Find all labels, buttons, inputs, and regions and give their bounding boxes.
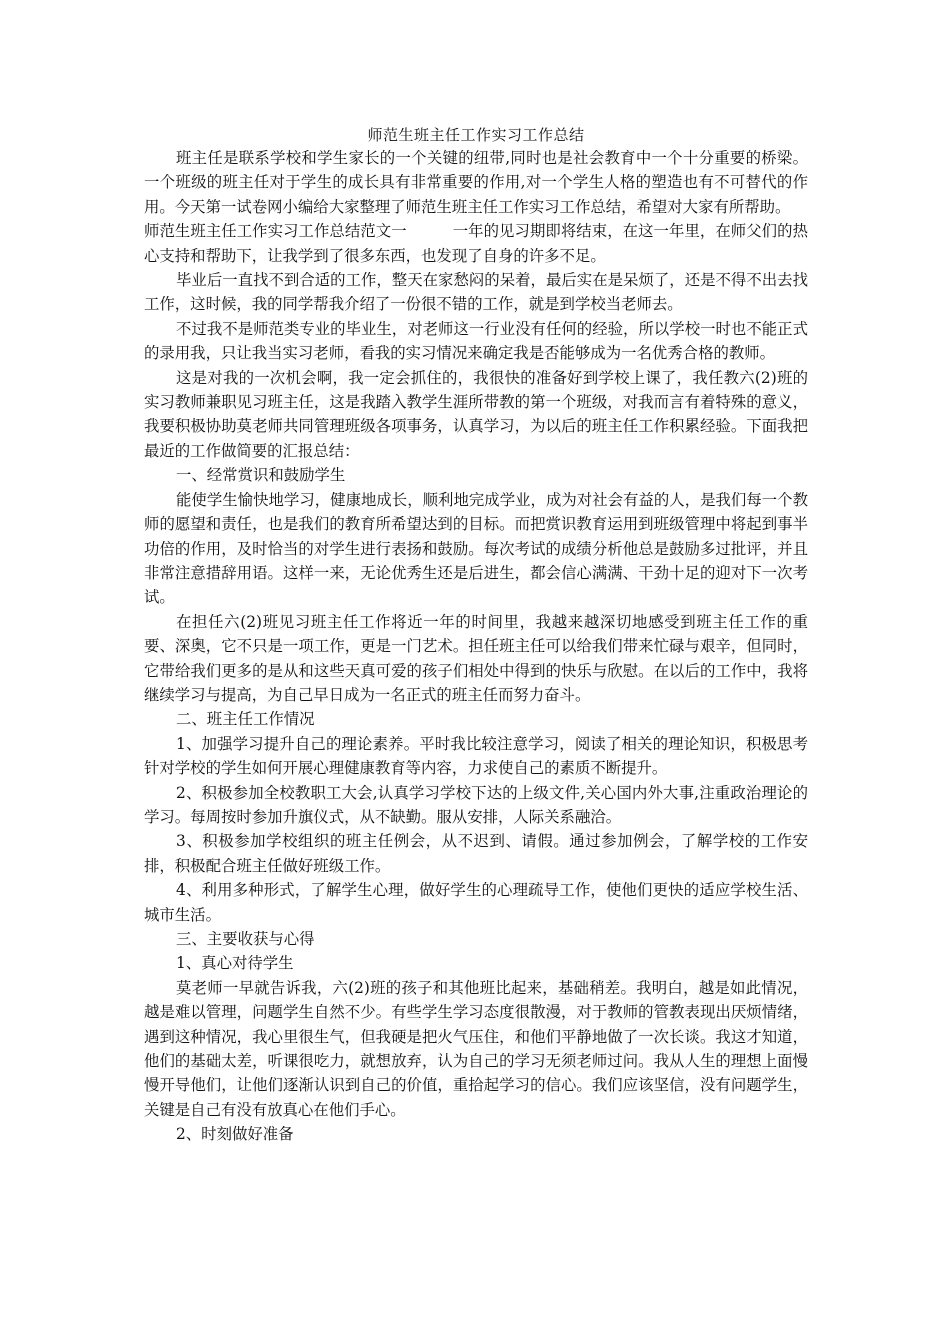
paragraph-7: 2、积极参加全校教职工大会,认真学习学校下达的上级文件,关心国内外大事,注重政治理论的学习。每周按时参加升旗仪式，从不缺勤。服从安排，人际关系融洽。 <box>144 783 808 826</box>
paragraph-6: 1、加强学习提升自己的理论素养。平时我比较注意学习，阅读了相关的理论知识，积极思考针对学校的学生如何开展心理健康教育等内容，力求使自己的素质不断提升。 <box>144 734 808 778</box>
subheading-3-1: 1、真心对待学生 <box>176 954 294 973</box>
paragraph-4: 能使学生愉快地学习，健康地成长，顺利地完成学业，成为对社会有益的人，是我们每一个教师的愿望和责任，也是我们的教育所希望达到的目标。而把赏识教育运用到班级管理中将起到事半功倍的作用，及时恰当的对学生进行表扬和鼓励。每次考试的成绩分析他总是鼓励多过批评，并且非常注意措辞用语。这样一来，无论优秀生还是后进生，都会信心满满、干劲十足的迎对下一次考试。 <box>144 490 808 607</box>
paragraph-8: 3、积极参加学校组织的班主任例会，从不迟到、请假。通过参加例会，了解学校的工作安排，积极配合班主任做好班级工作。 <box>144 832 808 875</box>
section-heading-1: 一、经常赏识和鼓励学生 <box>176 466 346 485</box>
section-heading-3: 三、主要收获与心得 <box>176 930 315 948</box>
section-heading-2: 二、班主任工作情况 <box>176 710 315 729</box>
paragraph-1: 毕业后一直找不到合适的工作，整天在家愁闷的呆着，最后实在是呆烦了，还是不得不出去找工作，这时候，我的同学帮我介绍了一份很不错的工作，就是到学校当老师去。 <box>144 271 808 314</box>
paragraph-2: 不过我不是师范类专业的毕业生，对老师这一行业没有任何的经验，所以学校一时也不能正式的录用我，只让我当实习老师，看我的实习情况来确定我是否能够成为一名优秀合格的教师。 <box>144 319 808 363</box>
intro-paragraph: 班主任是联系学校和学生家长的一个关键的纽带,同时也是社会教育中一个十分重要的桥梁。一个班级的班主任对于学生的成长具有非常重要的作用,对一个学生人格的塑造也有不可替代的作用。今天第一试卷网小编给大家整理了师范生班主任工作实习工作总结，希望对大家有所帮助。 <box>144 149 808 216</box>
sample-paragraph <box>144 219 808 268</box>
paragraph-10: 莫老师一早就告诉我，六(2)班的孩子和其他班比起来，基础稍差。我明白，越是如此情况，越是难以管理，问题学生自然不少。有些学生学习态度很散漫，对于教师的管教表现出厌烦情绪，遇到这种情况，我心里很生气，但我硬是把火气压住，和他们平静地做了一次长谈。我这才知道，他们的基础太差，听课很吃力，就想放弃，认为自己的学习无须老师过问。我从人生的理想上面慢慢开导他们，让他们逐渐认识到自己的价值，重拾起学习的信心。我们应该坚信，没有问题学生，关键是自己有没有放真心在他们手心。 <box>144 978 808 1119</box>
paragraph-9: 4、利用多种形式，了解学生心理，做好学生的心理疏导工作，使他们更快的适应学校生活、城市生活。 <box>144 881 808 924</box>
document-page <box>144 124 808 1147</box>
paragraph-5: 在担任六(2)班见习班主任工作将近一年的时间里，我越来越深切地感受到班主任工作的重要、深奥，它不只是一项工作，更是一门艺术。担任班主任可以给我们带来忙碌与艰辛，但同时，它带给我们更多的是从和这些天真可爱的孩子们相处中得到的快乐与欣慰。在以后的工作中，我将继续学习与提高，为自己早日成为一名正式的班主任而努力奋斗。 <box>144 612 808 704</box>
document-title: 师范生班主任工作实习工作总结 <box>367 126 585 144</box>
sample-text: 一年的见习期即将结束，在这一年里，在师父们的热心支持和帮助下，让我学到了很多东西，也发现了自身的许多不足。 <box>144 222 808 265</box>
sample-label: 师范生班主任工作实习工作总结范文一 <box>144 222 407 241</box>
paragraph-3: 这是对我的一次机会啊，我一定会抓住的，我很快的准备好到学校上课了，我任教六(2)班的实习教师兼职见习班主任，这是我踏入教学生涯所带教的第一个班级，对我而言有着特殊的意义，我要积极协助莫老师共同管理班级各项事务，认真学习，为以后的班主任工作积累经验。下面我把最近的工作做简要的汇报总结： <box>144 368 808 460</box>
subheading-3-2: 2、时刻做好准备 <box>176 1125 294 1144</box>
